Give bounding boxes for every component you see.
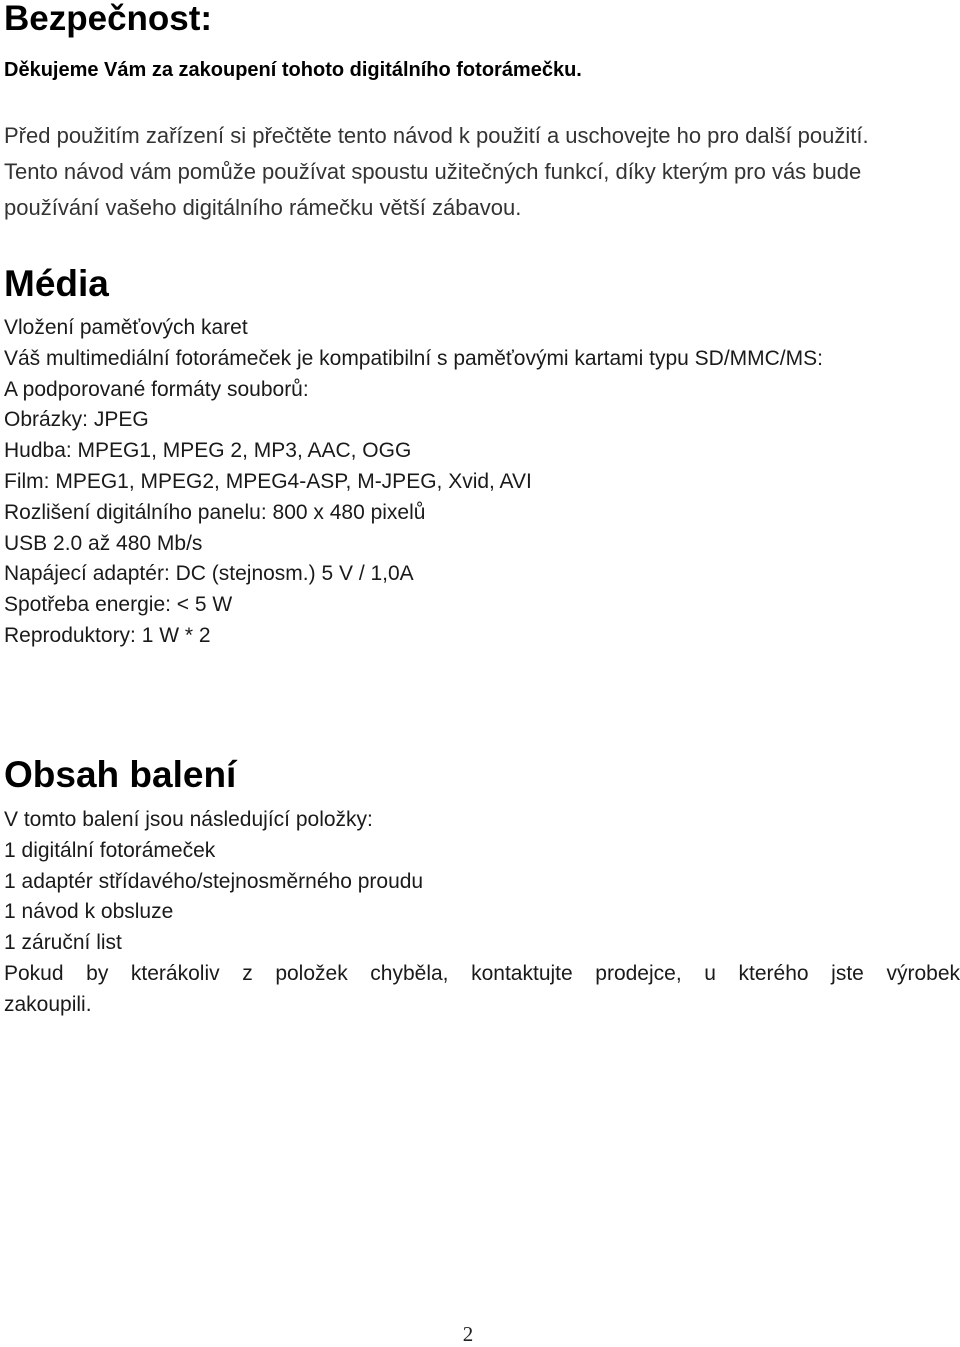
safety-heading: Bezpečnost: (4, 0, 213, 38)
intro-line: používání vašeho digitálního rámečku větší zábavou. (4, 195, 522, 220)
page-number: 2 (462, 1322, 474, 1346)
spec-line: Váš multimediální fotorámeček je kompatibilní s paměťovými kartami typu SD/MMC/MS: (4, 346, 823, 370)
package-contents-heading: Obsah balení (4, 754, 237, 795)
spec-line: USB 2.0 až 480 Mb/s (4, 531, 203, 555)
spec-line: Reproduktory: 1 W * 2 (4, 623, 211, 647)
contents-line: 1 návod k obsluze (4, 900, 174, 924)
media-spec-list (4, 313, 960, 652)
spec-line: Vložení paměťových karet (4, 316, 248, 339)
contents-line: 1 záruční list (4, 931, 122, 955)
safety-intro (4, 118, 958, 226)
media-heading: Média (4, 263, 109, 304)
spec-line: Hudba: MPEG1, MPEG 2, MP3, AAC, OGG (4, 439, 412, 463)
intro-line: Tento návod vám pomůže používat spoustu užitečných funkcí, díky kterým pro vás bude (4, 159, 862, 184)
intro-line: Před použitím zařízení si přečtěte tento návod k použití a uschovejte ho pro další použití. (4, 123, 869, 148)
contents-line: 1 digitální fotorámeček (4, 838, 216, 862)
thanks-text: Děkujeme Vám za zakoupení tohoto digitálního fotorámečku. (4, 59, 582, 81)
package-contents-list (4, 805, 960, 1021)
spec-line: A podporované formáty souborů: (4, 377, 309, 401)
spec-line: Obrázky: JPEG (4, 408, 149, 432)
missing-items-note-end: zakoupili. (4, 992, 92, 1016)
spec-line: Film: MPEG1, MPEG2, MPEG4-ASP, M-JPEG, Xvid, AVI (4, 469, 532, 493)
spec-line: Rozlišení digitálního panelu: 800 x 480 pixelů (4, 500, 426, 524)
spec-line: Spotřeba energie: < 5 W (4, 593, 233, 617)
missing-items-note: Pokud by kterákoliv z položek chyběla, kontaktujte prodejce, u kterého jste výrobek (4, 961, 960, 985)
spec-line: Napájecí adaptér: DC (stejnosm.) 5 V / 1,0A (4, 562, 414, 586)
contents-line: V tomto balení jsou následující položky: (4, 808, 373, 831)
contents-line: 1 adaptér střídavého/stejnosměrného proudu (4, 869, 424, 893)
